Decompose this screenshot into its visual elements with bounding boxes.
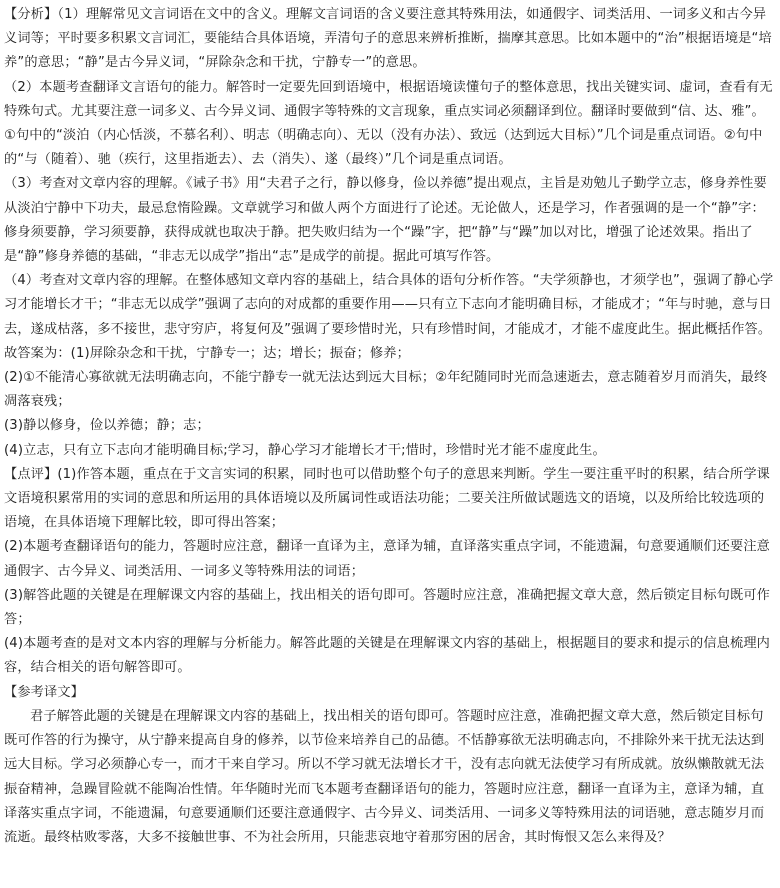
analysis-paragraph-2: （2）本题考查翻译文言语句的能力。解答时一定要先回到语境中，根据语境读懂句子的整体意思，找出关键实词、虚词，查看有无特殊句式。尤其要注意一词多义、古今异义词、通假字等特殊的文言现象，重点实词必须翻译到位。翻译时要做到“信、达、雅”。①句中的“淡泊（内心恬淡，不慕名利）、明志（明确志向）、无以（没有办法）、致远（达到远大目标）”几个词是重点词语。②句中的“与（随着）、驰（疾行，这里指逝去）、去（消失）、遂（最终）”几个词是重点词语。: [4, 79, 773, 168]
comment-paragraph-2: (2)本题考查翻译语句的能力，答题时应注意，翻译一直译为主，意译为辅，直译落实重点字词，不能遗漏，句意要通顺们还要注意通假字、古今异义、词类活用、一词多义等特殊用法的词语；: [4, 539, 771, 579]
analysis-paragraph-3: （3）考查对文章内容的理解。《诫子书》用“夫君子之行，静以修身，俭以养德”提出观点，主旨是劝勉儿子勤学立志，修身养性要从淡泊宁静中下功夫，最忌怠惰险躁。文章就学习和做人两个方面进行了论述。无论做人，还是学习，作者强调的是一个“静”字：修身须要静，学习须要静，获得成就也取决于静。把失败归结为一个“躁”字，把“静”与“躁”加以对比，增强了论述效果。指出了是“静”修身养德的基础，“非志无以成学”指出“志”是成学的前提。据此可填写作答。: [4, 176, 767, 265]
translation-paragraph: 君子解答此题的关键是在理解课文内容的基础上，找出相关的语句即可。答题时应注意，准确把握文章大意，然后锁定目标句既可作答的行为操守，从宁静来提高自身的修养，以节俭来培养自己的品德。不恬静寡欲无法明确志向，不排除外来干扰无法达到远大目标。学习必须静心专一，而才干来自学习。所以不学习就无法增长才干，没有志向就无法使学习有所成就。放纵懒散就无法振奋精神，急躁冒险就不能陶冶性情。年华随时光而飞本题考查翻译语句的能力，答题时应注意，翻译一直译为主，意译为辅，直译落实重点字词，不能遗漏，句意要通顺们还要注意通假字、古今异义、词类活用、一词多义等特殊用法的词语驰，意志随岁月而流逝。最终枯败零落，大多不接触世事、不为社会所用，只能悲哀地守着那穷困的居舍，其时悔恨又怎么来得及？: [4, 708, 765, 845]
answer-line-2: (2)①不能清心寡欲就无法明确志向，不能宁静专一就无法达到远大目标；②年纪随同时光而急速逝去，意志随着岁月而消失，最终凋落衰残；: [4, 370, 768, 410]
answer-line-3: (3)静以修身，俭以养德；静；志；: [4, 418, 210, 434]
translation-heading: 【参考译文】: [4, 684, 85, 700]
answer-line-1: 故答案为：(1)屏除杂念和干扰，宁静专一；达；增长；振奋；修养；: [4, 345, 410, 361]
analysis-paragraph-1: 【分析】（1）理解常见文言词语在文中的含义。理解文言词语的含义要注意其特殊用法，如通假字、词类活用、一词多义和古今异义词等；平时要多积累文言词汇，要能结合具体语境，弄清句子的意思来辨析推断，揣摩其意思。比如本题中的“治”根据语境是“培养”的意思；“静”是古今异义词，“屏除杂念和干扰，宁静专一”的意思。: [4, 7, 772, 71]
answer-line-4: (4)立志，只有立下志向才能明确目标;学习，静心学习才能增长才干;惜时，珍惜时光才能不虚度此生。: [4, 442, 606, 458]
comment-paragraph-4: (4)本题考查的是对文本内容的理解与分析能力。解答此题的关键是在理解课文内容的基础上，根据题目的要求和提示的信息梳理内容，结合相关的语句解答即可。: [4, 636, 771, 676]
analysis-paragraph-4: （4）考查对文章内容的理解。在整体感知文章内容的基础上，结合具体的语句分析作答。“夫学须静也，才须学也”，强调了静心学习才能增长才干；“非志无以成学”强调了志向的对成都的重要作用——只有立下志向才能明确目标，才能成才；“年与时驰，意与日去，遂成枯落，多不接世，悲守穷庐，将复何及”强调了要珍惜时光，只有珍惜时间，才能成才，才能不虚度此生。据此概括作答。: [4, 273, 774, 337]
comment-paragraph-3: (3)解答此题的关键是在理解课文内容的基础上，找出相关的语句即可。答题时应注意，准确把握文章大意，然后锁定目标句既可作答；: [4, 587, 771, 628]
comment-paragraph-1: 【点评】(1)作答本题，重点在于文言实词的积累，同时也可以借助整个句子的意思来判断。学生一要注重平时的积累，结合所学课文语境积累常用的实词的意思和所运用的具体语境以及所属词性或语法功能；二要关注所做试题选文的语境，以及所给比较选项的语境，在具体语境下理解比较，即可得出答案；: [4, 466, 771, 531]
